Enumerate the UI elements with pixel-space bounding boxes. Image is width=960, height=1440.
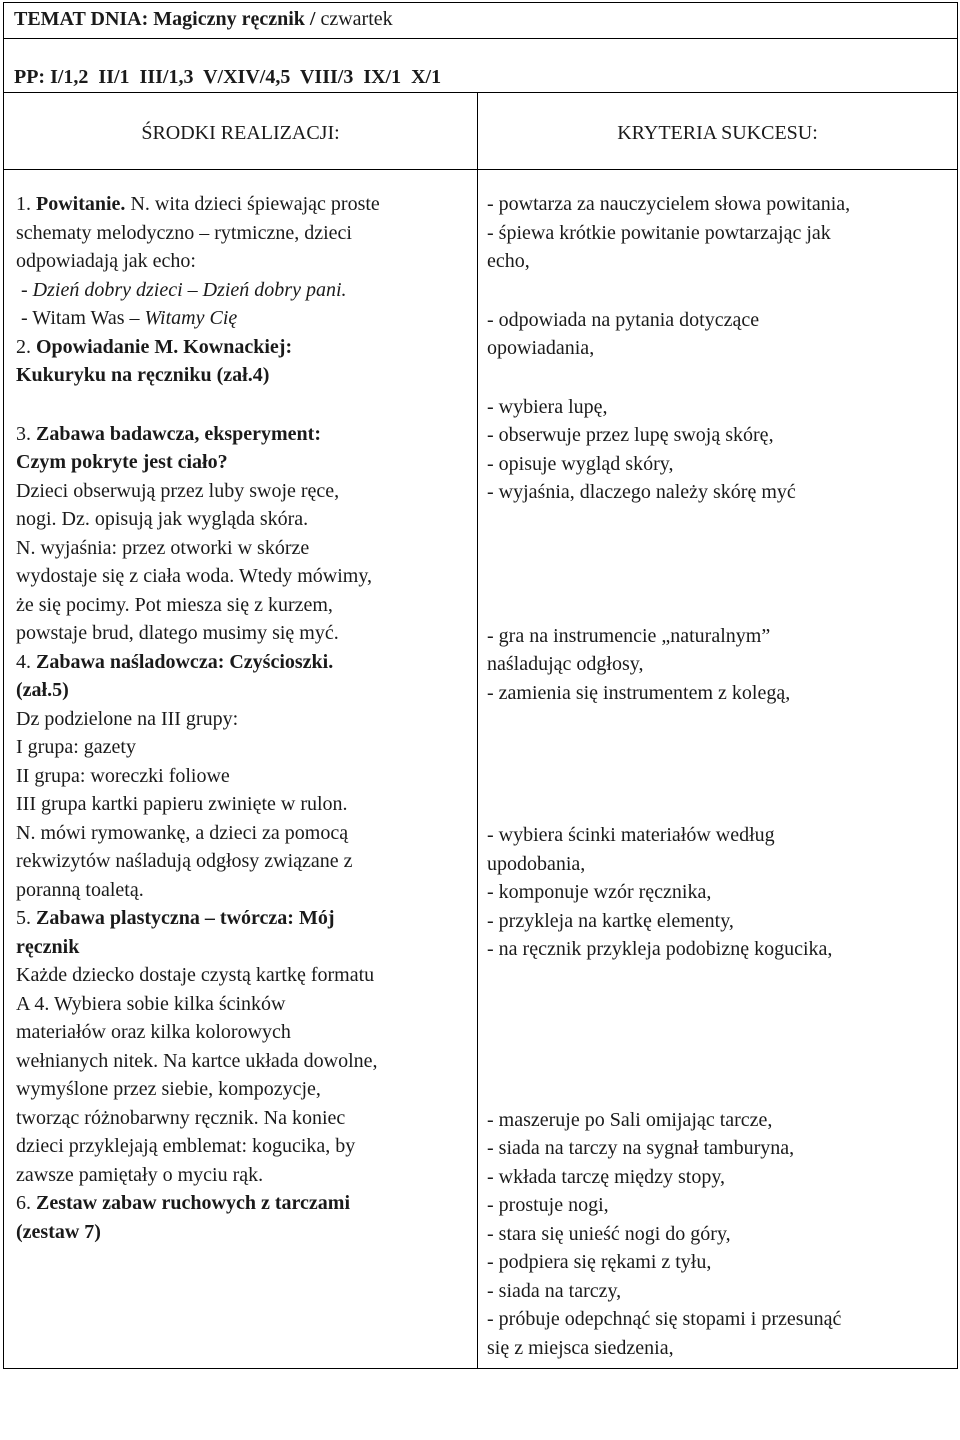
text-line: powstaje brud, dlatego musimy się myć. — [16, 622, 339, 644]
criteria-line: - opisuje wygląd skóry, — [487, 452, 674, 475]
criteria-line: - prostuje nogi, — [487, 1194, 609, 1216]
header-left-cell — [4, 92, 478, 170]
criteria-line: - na ręcznik przykleja podobiznę kogucika, — [487, 938, 833, 960]
text-line: wymyślone przez siebie, kompozycje, — [16, 1078, 321, 1100]
section-greeting — [16, 190, 469, 333]
section-number: 2. — [16, 335, 36, 358]
text-line: poranną toaletą. — [16, 878, 144, 901]
criteria-line: - powtarza za nauczycielem słowa powitania, — [487, 193, 851, 215]
text-line: odpowiadają jak echo: — [16, 250, 196, 272]
section-title: ręcznik — [16, 935, 80, 958]
section-title: (zał.5) — [16, 679, 69, 701]
criteria-line: się z miejsca siedzenia, — [487, 1336, 674, 1359]
text-line: I grupa: gazety — [16, 736, 136, 758]
section-story — [16, 333, 469, 390]
topic-cell — [4, 3, 958, 39]
text-line: dzieci przyklejają emblemat: kogucika, by — [16, 1135, 356, 1157]
criteria-line: - śpiewa krótkie powitanie powtarzając jak — [487, 221, 831, 244]
content-row — [4, 170, 958, 1369]
criteria-line: echo, — [487, 250, 530, 272]
section-number: 5. — [16, 907, 36, 929]
header-right-cell — [478, 92, 958, 170]
text-line: III grupa kartki papieru zwinięte w rulon. — [16, 793, 348, 815]
section-title: Zabawa naśladowcza: Czyścioszki. — [36, 650, 334, 673]
text-line: N. wita dzieci śpiewając proste — [125, 193, 380, 215]
pp-cell — [4, 39, 958, 93]
topic-row — [4, 3, 958, 39]
header-means: ŚRODKI REALIZACJI: — [141, 121, 340, 144]
text-line: Dz podzielone na III grupy: — [16, 707, 239, 730]
section-title: Zestaw zabaw ruchowych z tarczami — [36, 1192, 351, 1214]
criteria-cell — [478, 170, 958, 1369]
criteria-line: - wyjaśnia, dlaczego należy skórę myć — [487, 481, 796, 503]
criteria-line: - maszeruje po Sali omijając tarcze, — [487, 1108, 773, 1131]
text-line: N. mówi rymowankę, a dzieci za pomocą — [16, 821, 349, 844]
section-number: 6. — [16, 1192, 36, 1214]
section-number: 4. — [16, 650, 36, 673]
text-line: że się pocimy. Pot miesza się z kurzem, — [16, 593, 333, 616]
section-imitation — [16, 648, 469, 905]
echo-reply: Witamy Cię — [144, 307, 238, 329]
criteria-line: - zamienia się instrumentem z kolegą, — [487, 681, 791, 704]
criteria-line: opowiadania, — [487, 337, 595, 359]
criteria-story — [487, 306, 949, 363]
text-line: II grupa: woreczki foliowe — [16, 764, 230, 787]
section-title: Powitanie. — [36, 193, 126, 215]
section-title: (zestaw 7) — [16, 1220, 101, 1243]
section-number: 3. — [16, 422, 36, 445]
section-title: Kukuryku na ręczniku (zał.4) — [16, 364, 270, 386]
section-title: Czym pokryte jest ciało? — [16, 451, 228, 473]
criteria-line: - gra na instrumencie „naturalnym” — [487, 624, 771, 647]
section-number: 1. — [16, 193, 36, 215]
topic-line — [14, 8, 393, 30]
echo-line: - Witam Was – — [16, 307, 145, 329]
criteria-greeting — [487, 190, 949, 276]
criteria-line: - wybiera ścinki materiałów według — [487, 824, 775, 846]
criteria-line: naśladując odgłosy, — [487, 653, 644, 675]
echo-line: - Dzień dobry dzieci – Dzień dobry pani. — [16, 278, 347, 301]
pp-row — [4, 39, 958, 93]
section-experiment — [16, 420, 469, 648]
criteria-experiment — [487, 393, 949, 507]
criteria-movement — [487, 1106, 949, 1363]
header-criteria: KRYTERIA SUKCESU: — [617, 121, 818, 144]
text-line: wełnianych nitek. Na kartce układa dowolne, — [16, 1049, 378, 1072]
section-title: Opowiadanie M. Kownackiej: — [36, 335, 293, 358]
criteria-line: - siada na tarczy na sygnał tamburyna, — [487, 1137, 795, 1159]
criteria-art — [487, 821, 949, 964]
text-line: tworząc różnobarwny ręcznik. Na koniec — [16, 1106, 346, 1129]
text-line: rekwizytów naśladują odgłosy związane z — [16, 850, 353, 872]
criteria-line: upodobania, — [487, 852, 586, 875]
criteria-line: - przykleja na kartkę elementy, — [487, 909, 734, 932]
text-line: N. wyjaśnia: przez otworki w skórze — [16, 536, 310, 559]
lesson-plan-table — [3, 2, 958, 1369]
criteria-line: - komponuje wzór ręcznika, — [487, 881, 712, 903]
topic-label: TEMAT DNIA: — [14, 8, 149, 30]
criteria-line: - podpiera się rękami z tyłu, — [487, 1251, 712, 1273]
section-title: Zabawa badawcza, eksperyment: — [36, 422, 321, 445]
section-title: Zabawa plastyczna – twórcza: Mój — [36, 907, 335, 929]
criteria-line: - stara się unieść nogi do góry, — [487, 1222, 731, 1245]
section-art — [16, 904, 469, 1189]
text-line: wydostaje się z ciała woda. Wtedy mówimy, — [16, 565, 373, 587]
section-movement — [16, 1189, 469, 1246]
criteria-line: - wkłada tarczę między stopy, — [487, 1165, 726, 1188]
text-line: nogi. Dz. opisują jak wygląda skóra. — [16, 508, 309, 530]
criteria-imitation — [487, 622, 949, 708]
text-line: A 4. Wybiera sobie kilka ścinków — [16, 992, 286, 1015]
pp-codes: PP: I/1,2 II/1 III/1,3 V/XIV/4,5 VIII/3 IX/1 X/1 — [14, 66, 442, 88]
criteria-line: - obserwuje przez lupę swoją skórę, — [487, 424, 774, 446]
text-line: zawsze pamiętały o myciu rąk. — [16, 1163, 264, 1186]
criteria-line: - próbuje odepchnąć się stopami i przesunąć — [487, 1308, 842, 1330]
text-line: Każde dziecko dostaje czystą kartkę formatu — [16, 964, 375, 986]
topic-title: Magiczny ręcznik / — [148, 8, 321, 30]
criteria-line: - siada na tarczy, — [487, 1279, 622, 1302]
text-line: materiałów oraz kilka kolorowych — [16, 1021, 291, 1043]
header-row — [4, 92, 958, 170]
criteria-line: - odpowiada na pytania dotyczące — [487, 308, 760, 331]
criteria-line: - wybiera lupę, — [487, 395, 608, 418]
means-cell — [4, 170, 478, 1369]
text-line: schematy melodyczno – rytmiczne, dzieci — [16, 221, 352, 244]
topic-day: czwartek — [320, 8, 393, 30]
text-line: Dzieci obserwują przez luby swoje ręce, — [16, 479, 340, 502]
